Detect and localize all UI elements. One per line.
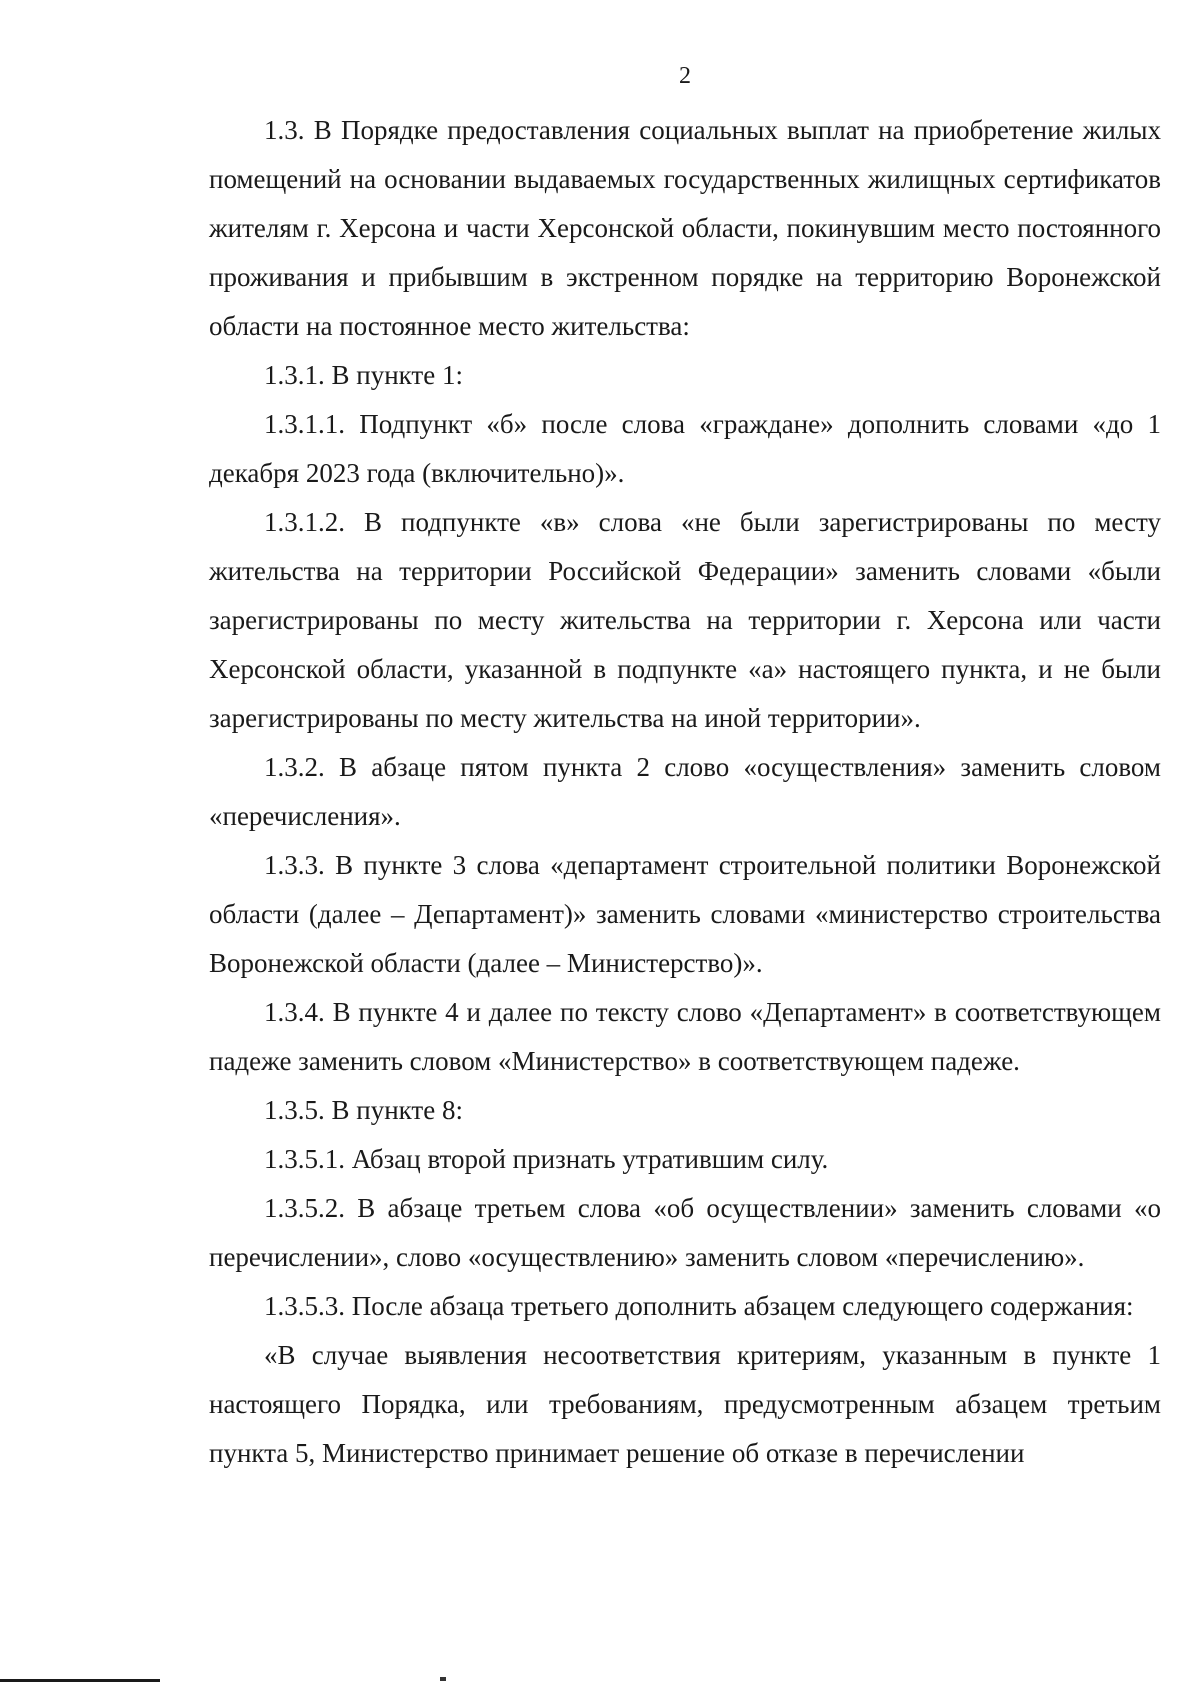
paragraph-quoted-insert: «В случае выявления несоответствия критериям, указанным в пункте 1 настоящего Порядка, или требованиям, предусмотренным абзацем третьим пункта 5, Министерство принимает решение об отказе в перечислении xyxy=(209,1340,1161,1468)
paragraph-1-3-5-3: 1.3.5.3. После абзаца третьего дополнить абзацем следующего содержания: xyxy=(264,1291,1134,1321)
paragraph-1-3-4: 1.3.4. В пункте 4 и далее по тексту слово «Департамент» в соответствующем падеже заменить словом «Министерство» в соответствующем падеже. xyxy=(209,997,1161,1076)
footer-rule xyxy=(0,1679,160,1682)
scan-mark xyxy=(440,1677,446,1681)
paragraph-1-3-2: 1.3.2. В абзаце пятом пункта 2 слово «осуществления» заменить словом «перечисления». xyxy=(209,752,1161,831)
paragraph-1-3-3: 1.3.3. В пункте 3 слова «департамент строительной политики Воронежской области (далее – Департамент)» заменить словами «министерство строительства Воронежской области (далее – Министерство)». xyxy=(209,850,1161,978)
paragraph-1-3: 1.3. В Порядке предоставления социальных выплат на приобретение жилых помещений на основании выдаваемых государственных жилищных сертификатов жителям г. Херсона и части Херсонской области, покинувшим место постоянного проживания и прибывшим в экстренном порядке на территорию Воронежской области на постоянное место жительства: xyxy=(209,115,1161,341)
paragraph-1-3-1: 1.3.1. В пункте 1: xyxy=(264,360,463,390)
paragraph-1-3-5-2: 1.3.5.2. В абзаце третьем слова «об осуществлении» заменить словами «о перечислении», слово «осуществлению» заменить словом «перечислению». xyxy=(209,1193,1161,1272)
paragraph-1-3-1-1: 1.3.1.1. Подпункт «б» после слова «граждане» дополнить словами «до 1 декабря 2023 года (включительно)». xyxy=(209,409,1161,488)
paragraph-1-3-5: 1.3.5. В пункте 8: xyxy=(264,1095,463,1125)
document-body xyxy=(209,106,1161,1478)
paragraph-1-3-5-1: 1.3.5.1. Абзац второй признать утратившим силу. xyxy=(264,1144,829,1174)
paragraph-1-3-1-2: 1.3.1.2. В подпункте «в» слова «не были зарегистрированы по месту жительства на территории Российской Федерации» заменить словами «были зарегистрированы по месту жительства на территории г. Херсона или части Херсонской области, указанной в подпункте «а» настоящего пункта, и не были зарегистрированы по месту жительства на иной территории». xyxy=(209,507,1161,733)
page-number: 2 xyxy=(679,63,691,89)
